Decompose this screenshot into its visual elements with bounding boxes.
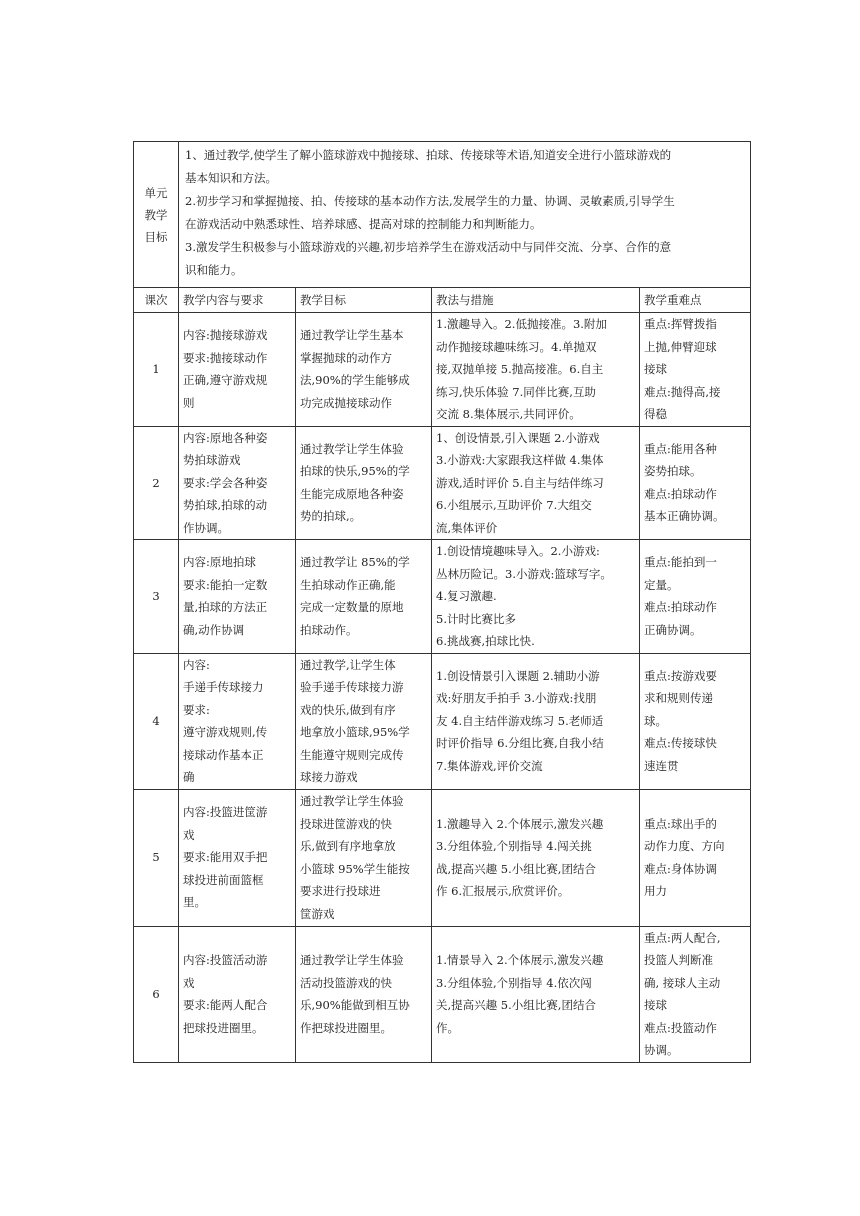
lesson-content-line: 要求:能用双手把 [183,850,268,865]
lesson-method-line: 1.创设情境趣味导入。2.小游戏: [436,544,600,558]
lesson-content-line: 势拍球,拍球的动 [183,498,268,512]
lesson-goal [296,540,432,654]
lesson-number: 6 [134,926,179,1062]
lesson-number: 5 [134,789,179,926]
lesson-content-line: 内容:抛接球游戏 [183,328,268,343]
lesson-content-line: 确 [183,770,195,784]
lesson-goal-line: 通过教学让学生体验 [300,794,404,808]
header-method: 教法与措施 [432,288,640,313]
lesson-key-line: 难点:投篮动作 [644,1020,717,1035]
lesson-goal-line: 通过教学让学生基本 [300,328,404,343]
lesson-method [432,313,640,427]
lesson-content-line: 接球动作基本正 [183,747,264,762]
lesson-method-line: 时评价指导 6.分组比赛,自我小结 [436,736,604,751]
lesson-content-line: 内容:原地各种姿 [183,430,268,445]
lesson-content [179,789,296,926]
lesson-number: 4 [134,653,179,789]
lesson-goal-line: 法,90%的学生能够成 [300,373,410,388]
lesson-content [179,653,296,789]
lesson-key-line: 正确协调。 [644,622,702,637]
lesson-content [179,426,296,540]
objectives-text: 1、通过教学,使学生了解小篮球游戏中抛接球、拍球、传接球等术语,知道安全进行小篮球游戏的 基本知识和方法。 2.初步学习和掌握抛接、拍、传接球的基本动作方法,发展学生的力量、协调、灵敏素质,引导学生 在游戏活动中熟悉球性、培养球感、提高对球的控制能力和判断能力。 3.激发学生积极参与小篮球游戏的兴趣,初步培养学生在游戏活动中与同伴交流、分享、合作的意 识和能力。 [179,142,751,288]
header-key: 教学重难点 [640,288,751,313]
lesson-method-line: 交流 8.集体展示,共同评价。 [436,407,581,421]
table-row [134,313,751,427]
lesson-key [640,313,751,427]
lesson-content-line: 要求: [183,702,210,717]
lesson-goal-line: 拍球的快乐,95%的学 [300,464,410,479]
lesson-content [179,313,296,427]
lesson-method-line: 5.计时比赛比多 [436,611,516,626]
lesson-method-line: 3.小游戏:大家跟我这样做 4.集体 [436,453,604,467]
table-row [134,426,751,540]
lesson-key-line: 难点:拍球动作 [644,486,717,501]
lesson-content-line: 则 [183,395,195,410]
lesson-goal-line: 投球进筐游戏的快 [300,816,392,831]
lesson-content-line: 把球投进圈里。 [183,1020,264,1035]
lesson-method-line: 1、创设情景,引入课题 2.小游戏 [436,430,600,445]
lesson-goal-line: 球接力游戏 [300,770,358,784]
lesson-content [179,926,296,1062]
lesson-key-line: 接球 [644,998,667,1012]
lesson-number: 1 [134,313,179,427]
lesson-content-line: 确,动作协调 [183,622,245,637]
lesson-content-line: 内容:原地拍球 [183,555,256,570]
lesson-method [432,789,640,926]
lesson-goal-line: 通过教学,让学生体 [300,657,396,672]
lesson-goal-line: 通过教学让学生体验 [300,953,404,967]
lesson-method-line: 流,集体评价 [436,520,498,535]
lesson-goal-line: 小篮球 95%学生能按 [300,861,410,876]
lesson-goal-line: 通过教学让学生体验 [300,441,404,456]
lesson-rows [134,313,751,1063]
lesson-content-line: 正确,遵守游戏规 [183,373,268,388]
header-row [134,288,751,313]
lesson-key-line: 速连贯 [644,758,679,773]
lesson-method-line: 7.集体游戏,评价交流 [436,758,543,773]
lesson-method-line: 1.情景导入 2.个体展示,激发兴趣 [436,953,604,967]
lesson-goal [296,653,432,789]
lesson-content-line: 戏 [183,827,195,842]
lesson-method-line: 戏:好朋友手拍手 3.小游戏:找朋 [436,691,597,706]
lesson-key-line: 难点:抛得高,接 [644,384,721,399]
lesson-goal-line: 生能完成原地各种姿 [300,486,404,501]
lesson-method-line: 接,双抛单接 5.抛高接准。6.自主 [436,362,604,376]
lesson-key-line: 用力 [644,884,667,898]
lesson-key-line: 重点:挥臂拨指 [644,317,717,331]
lesson-content-line: 要求:能两人配合 [183,998,268,1012]
lesson-number: 2 [134,426,179,540]
table-row [134,653,751,789]
table-row [134,789,751,926]
lesson-goal-line: 活动投篮游戏的快 [300,975,392,990]
lesson-key [640,653,751,789]
lesson-content [179,540,296,654]
lesson-content-line: 内容:投篮活动游 [183,953,268,967]
table-row [134,540,751,654]
lesson-key-line: 定量。 [644,577,679,592]
lesson-key-line: 难点:身体协调 [644,861,717,876]
lesson-goal-line: 戏的快乐,做到有序 [300,702,396,717]
lesson-goal-line: 生能遵守规则完成传 [300,747,404,762]
lesson-goal [296,926,432,1062]
lesson-key-line: 动作力度、方向 [644,839,725,853]
lesson-number: 3 [134,540,179,654]
lesson-method-line: 丛林历险记。3.小游戏:篮球写字。 [436,566,612,581]
lesson-content-line: 内容: [183,657,210,672]
lesson-method-line: 练习,快乐体验 7.同伴比赛,互助 [436,384,596,399]
lesson-method-line: 4.复习激趣. [436,589,497,603]
lesson-goal-line: 乐,90%能做到相互协 [300,998,410,1012]
lesson-method-line: 1.激趣导入。2.低抛接准。3.附加 [436,317,607,331]
lesson-key-line: 球。 [644,713,667,728]
lesson-method-line: 6.挑战赛,拍球比快. [436,634,535,648]
lesson-key-line: 得稳 [644,407,667,421]
lesson-key [640,426,751,540]
lesson-key-line: 求和规则传递 [644,691,713,706]
lesson-goal-line: 作把球投进圈里。 [300,1020,392,1035]
lesson-content-line: 量,拍球的方法正 [183,600,268,615]
lesson-goal-line: 通过教学让 85%的学 [300,555,410,570]
lesson-method [432,926,640,1062]
lesson-key-line: 基本正确协调。 [644,509,725,524]
lesson-goal-line: 完成一定数量的原地 [300,600,404,615]
lesson-content-line: 遵守游戏规则,传 [183,725,268,739]
lesson-content-line: 戏 [183,975,195,990]
lesson-content-line: 势拍球游戏 [183,453,241,467]
lesson-key-line: 难点:拍球动作 [644,600,717,615]
lesson-method-line: 关,提高兴趣 5.小组比赛,团结合 [436,998,596,1012]
lesson-key-line: 协调。 [644,1043,679,1057]
lesson-method-line: 游戏,适时评价 5.自主与结伴练习 [436,475,604,490]
lesson-content-line: 里。 [183,895,206,910]
lesson-content-line: 要求:能拍一定数 [183,577,268,592]
lesson-plan-table [133,141,751,1063]
lesson-content-line: 手递手传球接力 [183,680,264,694]
header-content: 教学内容与要求 [179,288,296,313]
lesson-key-line: 重点:能用各种 [644,441,717,456]
table-row [134,926,751,1062]
lesson-key-line: 投篮人判断准 [644,953,713,967]
lesson-goal-line: 筐游戏 [300,906,335,921]
lesson-goal-line: 验手递手传球接力游 [300,680,404,694]
lesson-method-line: 动作抛接球趣味练习。4.单抛双 [436,339,597,354]
lesson-key-line: 重点:按游戏要 [644,668,717,683]
lesson-goal [296,313,432,427]
lesson-method [432,653,640,789]
lesson-method [432,540,640,654]
lesson-key-line: 重点:球出手的 [644,816,717,831]
lesson-goal-line: 势的拍球,。 [300,509,362,524]
lesson-key-line: 确, 接球人主动 [644,975,721,990]
header-lesson: 课次 [134,288,179,313]
lesson-goal-line: 地拿放小篮球,95%学 [300,725,410,739]
lesson-key [640,789,751,926]
lesson-goal-line: 功完成抛接球动作 [300,395,392,410]
lesson-method-line: 1.激趣导入 2.个体展示,激发兴趣 [436,816,604,831]
lesson-key-line: 姿势拍球。 [644,464,702,479]
lesson-method [432,426,640,540]
lesson-method-line: 作 6.汇报展示,欣赏评价。 [436,884,570,898]
lesson-content-line: 内容:投篮进筐游 [183,805,268,820]
lesson-key-line: 重点:能拍到一 [644,555,717,570]
lesson-key [640,540,751,654]
lesson-content-line: 要求:抛接球动作 [183,350,268,365]
lesson-method-line: 6.小组展示,互助评价 7.大组交 [436,498,592,512]
lesson-method-line: 3.分组体验,个别指导 4.依次闯 [436,975,592,990]
lesson-method-line: 友 4.自主结伴游戏练习 5.老师适 [436,713,604,728]
lesson-method-line: 战,提高兴趣 5.小组比赛,团结合 [436,861,596,876]
lesson-goal-line: 要求进行投球进 [300,884,381,898]
lesson-key-line: 接球 [644,362,667,376]
lesson-method-line: 作。 [436,1020,459,1035]
lesson-content-line: 要求:学会各种姿 [183,475,268,490]
lesson-content-line: 球投进前面篮框 [183,872,264,887]
lesson-goal-line: 生拍球动作正确,能 [300,577,396,592]
lesson-content-line: 作协调。 [183,520,229,535]
lesson-key-line: 难点:传接球快 [644,736,717,751]
lesson-key-line: 重点:两人配合, [644,930,721,945]
lesson-goal-line: 乐,做到有序地拿放 [300,839,396,853]
lesson-goal-line: 掌握抛球的动作方 [300,350,392,365]
lesson-key-line: 上抛,伸臂迎球 [644,339,717,354]
objectives-label: 单元 教学 目标 [134,142,179,288]
lesson-method-line: 1.创设情景引入课题 2.辅助小游 [436,668,600,683]
lesson-key [640,926,751,1062]
lesson-method-line: 3.分组体验,个别指导 4.闯关挑 [436,839,592,853]
lesson-goal-line: 拍球动作。 [300,622,358,637]
lesson-goal [296,426,432,540]
objectives-row [134,142,751,288]
header-goal: 教学目标 [296,288,432,313]
lesson-goal [296,789,432,926]
